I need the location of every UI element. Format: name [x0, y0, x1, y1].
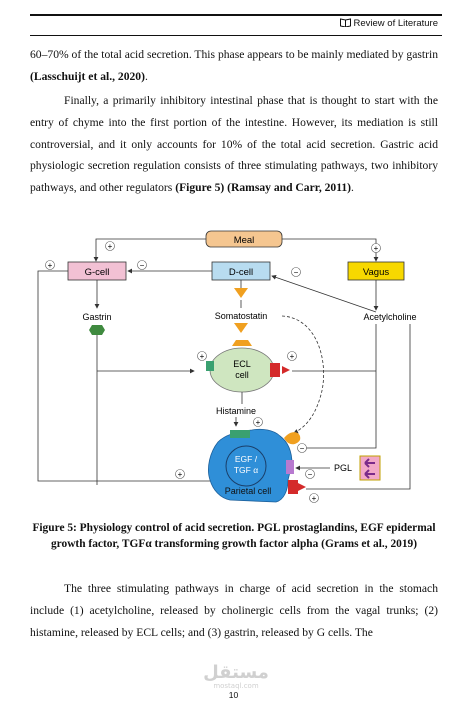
ecl-label: ECL [233, 359, 251, 369]
ach-arrowhead-parietal [298, 483, 306, 491]
paragraph-2-end: . [351, 181, 354, 195]
watermark-logo [196, 664, 276, 690]
paragraph-2-text: Finally, a primarily inhibitory intestinal phase that is thought to start with the entry of chyme into the first portion of the intestine. However, its mediation is still controversial, and it only accounts for 10% of the total acid secretion. Gastric acid physiologic secretion regulation consists of three stimulating pathways, two inhibitory pathways, and other regulators [30, 94, 438, 195]
pgl-receptor [286, 460, 294, 474]
somatostatin-receptor [232, 340, 252, 346]
acetylcholine-label: Acetylcholine [363, 312, 417, 322]
pgl-label: PGL [333, 463, 353, 473]
d-cell-label: D-cell [228, 267, 254, 278]
section-title: Review of Literature [353, 18, 438, 29]
plus-sign: + [255, 418, 261, 427]
egf-label: EGF / [234, 454, 258, 464]
figure-caption: Figure 5: Physiology control of acid secretion. PGL prostaglandins, EGF epidermal growth factor, TGFα transforming growth factor alpha (Grams et al., 2019) [32, 522, 436, 550]
paragraph-3-text: The three stimulating pathways in charge of acid secretion in the stomach include (1) acetylcholine, released by cholinergic cells from the vagal trunks; (2) histamine, released by ECL cells; and (3) gastrin, released by G cells. The [30, 582, 438, 639]
ach-receptor-parietal [288, 480, 298, 494]
plus-sign: + [373, 244, 379, 253]
minus-sign: − [293, 268, 299, 277]
pgl-box [360, 456, 380, 480]
ach-arrowhead [282, 366, 290, 374]
g-cell-label: G-cell [84, 267, 110, 278]
acetylcholine-receptor [270, 363, 280, 377]
histamine-receptor [230, 430, 250, 438]
ecl-label-2: cell [235, 370, 249, 380]
gastrin-label: Gastrin [82, 312, 112, 322]
paragraph-1 [30, 44, 438, 88]
gastrin-receptor [206, 361, 214, 371]
gastrin-marker [89, 325, 105, 335]
watermark-arabic: مستقل [203, 662, 269, 683]
paragraph-2 [30, 90, 438, 199]
minus-sign: − [307, 470, 313, 479]
citation-lasschuijt: (Lasschuijt et al., 2020) [30, 69, 145, 83]
plus-sign: + [47, 261, 53, 270]
running-header [30, 14, 442, 36]
book-icon [340, 18, 351, 27]
plus-sign: + [311, 494, 317, 503]
somatostatin-marker [234, 288, 248, 298]
meal-label: Meal [233, 235, 255, 246]
paragraph-1-end: . [144, 69, 148, 83]
watermark-url: mostaql.com [213, 682, 259, 690]
plus-sign: + [107, 242, 113, 251]
somatostatin-marker [234, 323, 248, 333]
vagus-label: Vagus [362, 267, 390, 278]
acid-secretion-diagram [30, 228, 438, 510]
plus-sign: + [199, 352, 205, 361]
citation-ramsay-carr: (Figure 5) (Ramsay and Carr, 2011) [175, 181, 352, 195]
minus-sign: − [299, 444, 305, 453]
minus-sign: − [139, 261, 145, 270]
somatostatin-dashed-path [282, 316, 324, 433]
header-section-title [340, 18, 438, 29]
page-number: 10 [228, 690, 239, 700]
parietal-label: Parietal cell [224, 486, 272, 496]
paragraph-3 [30, 578, 438, 643]
paragraph-1-text: 60–70% of the total acid secretion. This phase appears to be mainly mediated by gastrin [30, 48, 438, 61]
histamine-label: Histamine [215, 406, 257, 416]
plus-sign: + [177, 470, 183, 479]
somatostatin-label: Somatostatin [214, 311, 268, 321]
plus-sign: + [289, 352, 295, 361]
tgf-label: TGF α [233, 465, 259, 475]
